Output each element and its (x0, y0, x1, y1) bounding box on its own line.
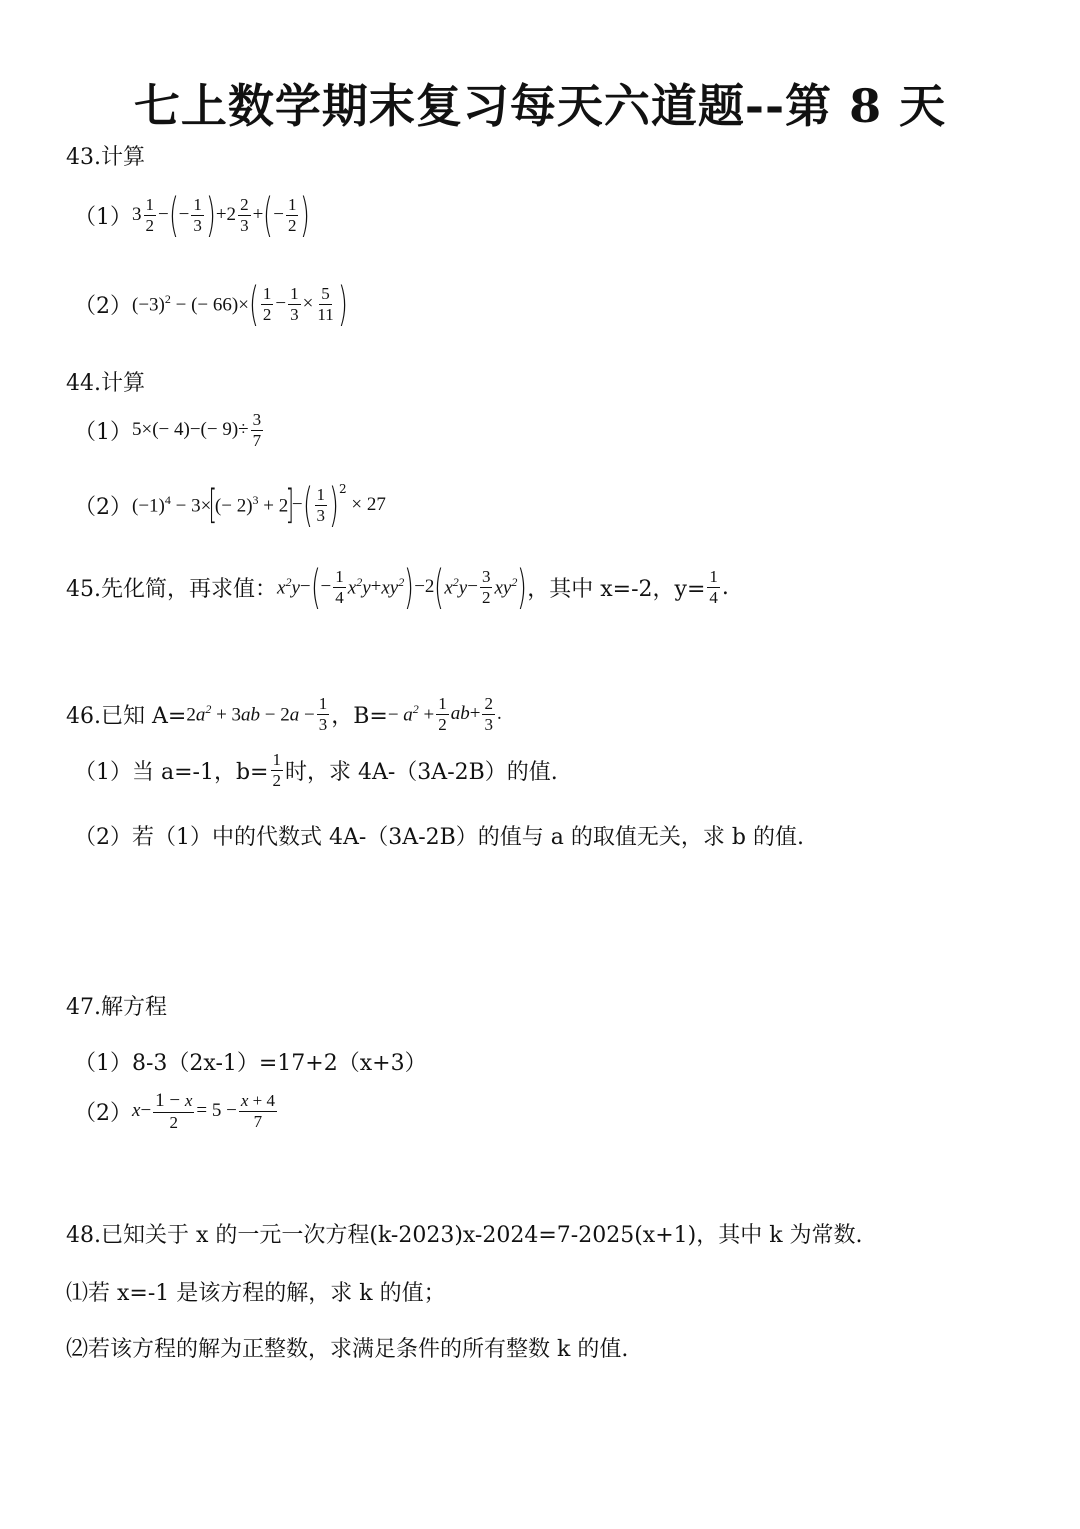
q43-p1-label: （1） (74, 204, 132, 230)
q47-part2: （2） x − $\frac{1 - x}{2}$ = 5 − $\frac{x + 4}{7}$ (74, 1090, 275, 1132)
fraction: $\frac{1}{3}$ (290, 283, 299, 324)
expr-b: − $a^2$ + (387, 701, 435, 726)
expr-a: $2a^2 + 3ab - 2a$ − (186, 701, 315, 726)
q43-p2-expr: $(-3)^2$ − (− 66)× (132, 291, 249, 316)
q44-part2: （2） $(-1)^4 - 3\times$ [ (− 2)$^3$ + 2 ] − ( $\frac{1}{3}$ ) $^2$ × 27 (74, 478, 386, 532)
y-value-fraction: $\frac{1}{4}$ (709, 566, 718, 607)
q46-part2: （2）若（1）中的代数式 4A-（3A-2B）的值与 a 的取值无关，求 b 的值. (74, 825, 804, 850)
q43-p1-expr: 3 (132, 204, 142, 225)
q43-part2: （2） $(-3)^2$ − (− 66)× ( $\frac{1}{2}$ − $\frac{1}{3}$ × $\frac{5}{11}$ ) (74, 277, 348, 331)
page-title: 七上数学期末复习每天六道题--第 8 天 (133, 79, 947, 133)
fraction: $\frac{1}{2}$ (262, 283, 272, 324)
fraction: $\frac{5}{11}$ (317, 283, 334, 324)
q45-end: . (721, 574, 729, 600)
fraction: $\frac{1}{3}$ (316, 484, 326, 525)
q48-part1: ⑴若 x=-1 是该方程的解，求 k 的值； (66, 1281, 446, 1306)
fraction: $\frac{3}{7}$ (252, 410, 262, 450)
q48-stem: 48.已知关于 x 的一元一次方程(k-2023)x-2024=7-2025(x+1)，其中 k 为常数. (66, 1223, 863, 1248)
q43-p2-label: （2） (74, 293, 132, 319)
q45-expr: $x^2y$ (277, 574, 300, 599)
q44-heading: 44.计算 (66, 371, 145, 396)
fraction: $\frac{x + 4}{7}$ (240, 1091, 275, 1131)
q46-p1-text: （1）当 a=-1，b= (74, 759, 269, 785)
q48-part2: ⑵若该方程的解为正整数，求满足条件的所有整数 k 的值. (66, 1337, 629, 1362)
q47-part1: （1）8-3（2x-1）=17+2（x+3） (74, 1051, 427, 1076)
fraction: $\frac{1}{2}$ (145, 194, 154, 235)
fraction: $\frac{1}{3}$ (193, 194, 202, 235)
q44-part1 (74, 410, 265, 450)
q47-heading: 47.解方程 (66, 995, 167, 1020)
q47-p2-label: （2） (74, 1100, 132, 1126)
q43-part1: （1） 3 $\frac{1}{2}$ − ( − $\frac{1}{3}$ ) +2 $\frac{2}{3}$ + ( − $\frac{1}{2}$ ) (74, 188, 311, 242)
q46-b-lead: ，B= (331, 703, 388, 729)
q44-p1-label: （1） (74, 419, 132, 445)
q47-p2-expr: x (132, 1100, 141, 1122)
fraction: $\frac{1}{2}$ (438, 694, 447, 734)
q44-p2-label: （2） (74, 494, 132, 520)
fraction: $\frac{1}{2}$ (272, 750, 281, 790)
q46-lead: 46.已知 A= (66, 703, 187, 729)
fraction: $\frac{3}{2}$ (481, 566, 491, 607)
fraction: $\frac{2}{3}$ (240, 194, 249, 235)
q45: 45.先化简，再求值： $x^2y$ − ( − $\frac{1}{4}$ $x^2y$ + $xy^2$ ) −2 ( $x^2y$ − $\frac{3}{2}$ $xy^2$ ) ，其中 x=-2，y= $\frac{1}{4}$ . (66, 560, 729, 614)
fraction: $\frac{2}{3}$ (484, 694, 493, 734)
q45-lead: 45.先化简，再求值： (66, 576, 277, 602)
fraction: $\frac{1}{4}$ (335, 566, 344, 607)
q45-condition: ，其中 x=-2，y= (527, 576, 706, 602)
q44-p1-expr: 5×(− 4)−(− 9)÷ (132, 419, 249, 441)
fraction: $\frac{1}{2}$ (287, 194, 297, 235)
fraction: $\frac{1}{3}$ (318, 694, 328, 734)
q43-heading: 43.计算 (66, 145, 145, 170)
fraction: $\frac{1 - x}{2}$ (155, 1090, 193, 1132)
q44-p2-expr: $(-1)^4 - 3\times$ (132, 492, 212, 517)
q46-part1 (74, 750, 558, 790)
q46-p1-tail: 时，求 4A-（3A-2B）的值. (285, 759, 558, 785)
q46-stem: 46.已知 A= $2a^2 + 3ab - 2a$ − $\frac{1}{3}$ ，B= − $a^2$ + $\frac{1}{2}$ ab + $\frac{2}{3}$ . (66, 694, 502, 734)
